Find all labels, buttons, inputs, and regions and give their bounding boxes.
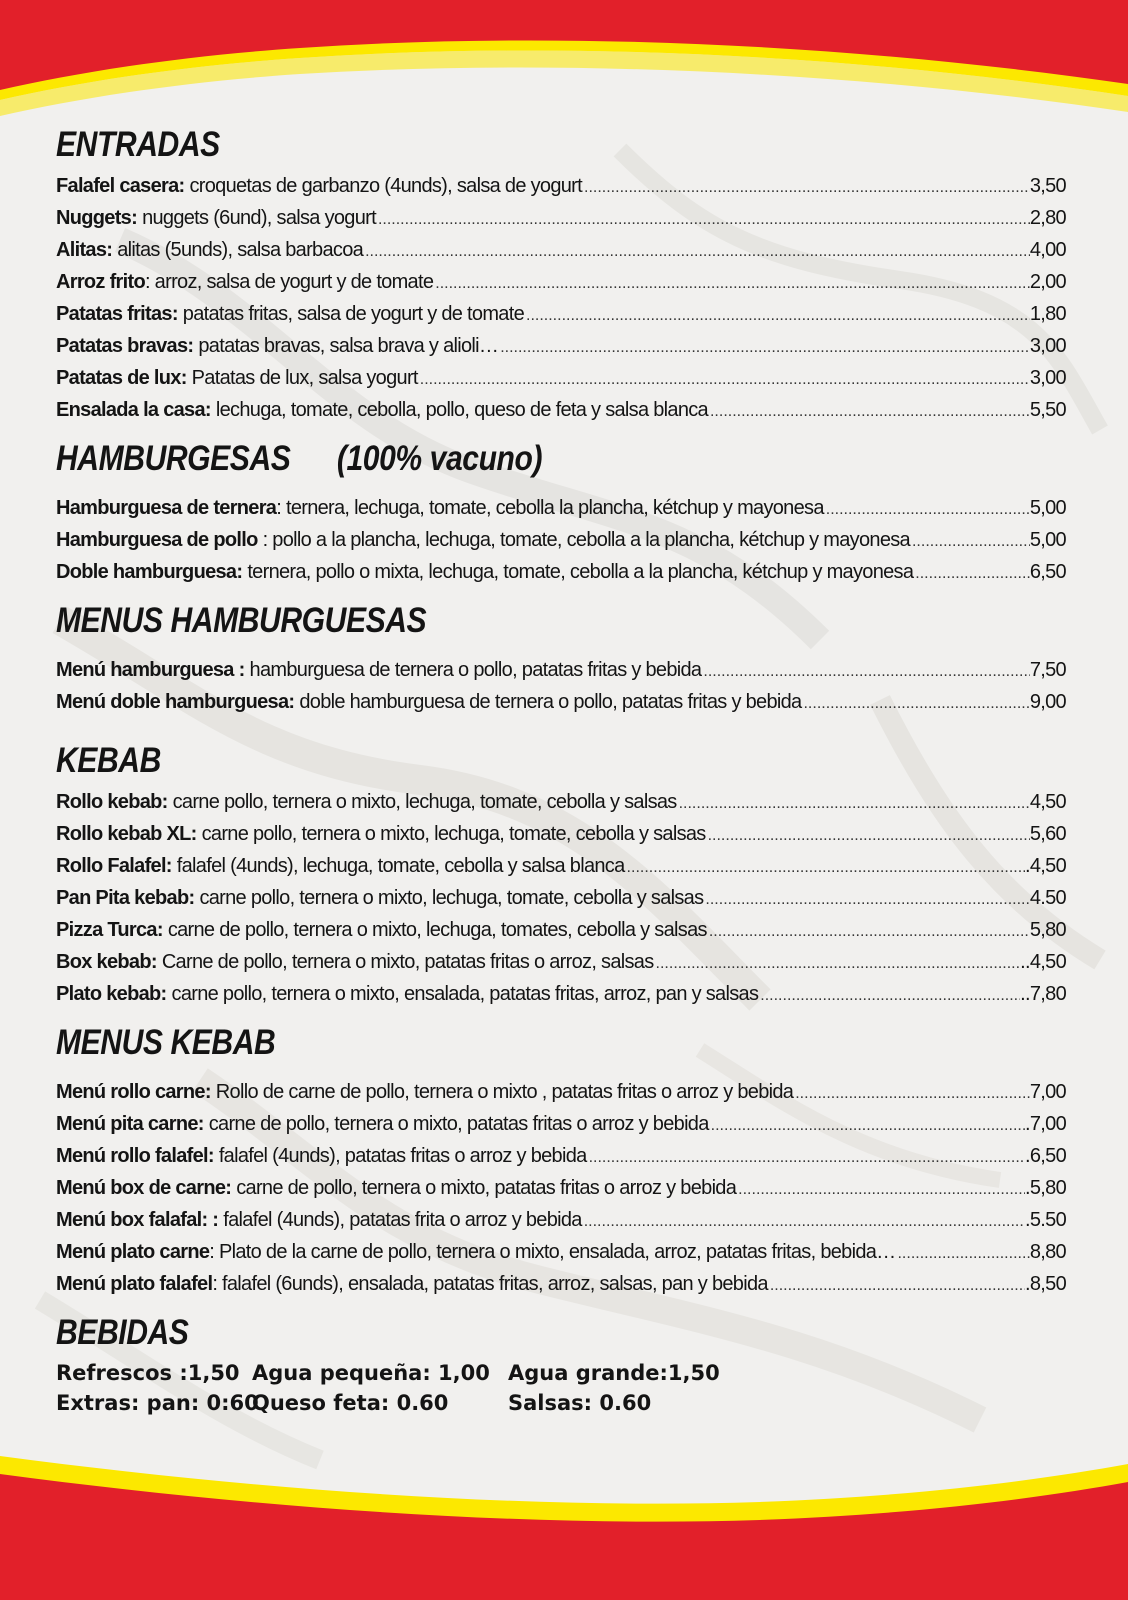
item-price: 3,00: [1029, 367, 1066, 389]
dot-leader: [895, 1238, 1029, 1268]
item-name: Falafel casera:: [56, 175, 185, 197]
item-description: Carne de pollo, ternera o mixto, patatas fritas o arroz, salsas: [161, 951, 654, 973]
item-name: Menú rollo carne:: [56, 1081, 211, 1103]
spacer: [56, 484, 1066, 492]
item-description: alitas (5unds), salsa barbacoa: [117, 239, 364, 261]
menu-item: [56, 978, 1066, 1010]
item-description: falafel (4unds), lechuga, tomate, cebolla y salsa blanca: [176, 855, 625, 877]
item-price: .8,50: [1025, 1273, 1066, 1295]
dot-leader: [707, 916, 1030, 946]
item-description: patatas bravas, salsa brava y alioli…: [198, 335, 499, 357]
menu-item: [56, 850, 1066, 882]
item-name: Box kebab:: [56, 951, 157, 973]
section-title: MENUS KEBAB: [56, 1023, 276, 1062]
item-description: falafel (4unds), patatas fritas o arroz y bebida: [218, 1145, 587, 1167]
menu-item: [56, 1172, 1066, 1204]
dot-leader: [910, 526, 1030, 556]
menu-item: [56, 234, 1066, 266]
bebidas-entry: Salsas: 0.60: [508, 1391, 652, 1415]
menu-item: [56, 1076, 1066, 1108]
item-name: Menú box de carne:: [56, 1177, 232, 1199]
section-menus-kebab: [56, 1018, 1066, 1300]
dot-leader: [701, 656, 1029, 686]
item-price: 8,80: [1029, 1241, 1066, 1263]
dot-leader: [582, 1206, 1025, 1236]
item-price: .5.50: [1025, 1209, 1066, 1231]
item-name: Ensalada la casa:: [56, 399, 211, 421]
dot-leader: [793, 1078, 1030, 1108]
spacer: [56, 426, 1066, 434]
section-title-note: (100% vacuno): [336, 439, 543, 478]
section-hamburguesas: [56, 434, 1066, 588]
item-name: Patatas bravas:: [56, 335, 194, 357]
item-description: : arroz, salsa de yogurt y de tomate: [144, 271, 434, 293]
dot-leader: [524, 300, 1030, 330]
item-description: falafel (4unds), patatas frita o arroz y bebida: [223, 1209, 582, 1231]
menu-item: [56, 914, 1066, 946]
dot-leader: [768, 1270, 1025, 1300]
dot-leader: [801, 688, 1029, 718]
menu-item: [56, 362, 1066, 394]
section-title: KEBAB: [56, 741, 161, 780]
bebidas-entry: Extras: pan: 0:60: [56, 1391, 259, 1415]
item-name: Rollo kebab XL:: [56, 823, 197, 845]
menu-item: [56, 556, 1066, 588]
spacer: [56, 1300, 1066, 1308]
menu-item: [56, 818, 1066, 850]
item-name: Plato kebab:: [56, 983, 167, 1005]
menu-item: [56, 654, 1066, 686]
dot-leader: [708, 396, 1030, 426]
item-name: Menú plato falafel: [56, 1273, 213, 1295]
menu-item: [56, 882, 1066, 914]
dot-leader: [625, 852, 1025, 882]
item-name: Doble hamburguesa:: [56, 561, 243, 583]
menu-item: [56, 298, 1066, 330]
item-description: lechuga, tomate, cebolla, pollo, queso de feta y salsa blanca: [215, 399, 708, 421]
dot-leader: [587, 1142, 1025, 1172]
item-price: 5,50: [1029, 399, 1066, 421]
spacer: [56, 1068, 1066, 1076]
item-price: 3,00: [1029, 335, 1066, 357]
menu-item: [56, 394, 1066, 426]
bebidas-entry: Agua grande:1,50: [508, 1361, 720, 1385]
section-title: BEBIDAS: [56, 1313, 189, 1352]
item-price: 5,00: [1029, 529, 1066, 551]
dot-leader: [758, 980, 1020, 1010]
item-name: Menú box falafal: :: [56, 1209, 219, 1231]
dot-leader: [582, 172, 1030, 202]
item-description: : falafel (6unds), ensalada, patatas fritas, arroz, salsas, pan y bebida: [212, 1273, 768, 1295]
dot-leader: [709, 1110, 1025, 1140]
item-price: .7,00: [1025, 1113, 1066, 1135]
bebidas-line-1: [56, 1358, 1066, 1388]
dot-leader: [706, 820, 1030, 850]
item-price: ..4,50: [1020, 951, 1066, 973]
item-price: 5,80: [1029, 919, 1066, 941]
item-description: hamburguesa de ternera o pollo, patatas fritas y bebida: [249, 659, 702, 681]
menu-item: [56, 524, 1066, 556]
item-price: 6,50: [1029, 561, 1066, 583]
dot-leader: [736, 1174, 1025, 1204]
item-description: : Plato de la carne de pollo, ternera o mixto, ensalada, arroz, patatas fritas, bebida…: [209, 1241, 896, 1263]
item-price: 4,00: [1029, 239, 1066, 261]
item-description: carne de pollo, ternera o mixto, lechuga, tomates, cebolla y salsas: [167, 919, 707, 941]
item-price: 5,60: [1029, 823, 1066, 845]
item-price: 4.50: [1029, 887, 1066, 909]
item-name: Pan Pita kebab:: [56, 887, 195, 909]
item-name: Rollo kebab:: [56, 791, 168, 813]
item-description: : pollo a la plancha, lechuga, tomate, cebolla a la plancha, kétchup y mayonesa: [262, 529, 910, 551]
section-title: [56, 434, 925, 484]
dot-leader: [677, 788, 1030, 818]
item-description: croquetas de garbanzo (4unds), salsa de yogurt: [189, 175, 582, 197]
item-price: 1,80: [1029, 303, 1066, 325]
bebidas-entry: Agua pequeña: 1,00: [252, 1361, 490, 1385]
menu-item: [56, 1204, 1066, 1236]
dot-leader: [433, 268, 1030, 298]
item-price: .5,80: [1025, 1177, 1066, 1199]
dot-leader: [654, 948, 1021, 978]
menu-item: [56, 946, 1066, 978]
dot-leader: [824, 494, 1030, 524]
item-price: 5,00: [1029, 497, 1066, 519]
item-description: carne pollo, ternera o mixto, lechuga, tomate, cebolla y salsas: [172, 791, 677, 813]
item-name: Arroz frito: [56, 271, 145, 293]
item-name: Hamburguesa de ternera: [56, 497, 277, 519]
menu-item: [56, 686, 1066, 718]
top-banner: [0, 0, 1128, 140]
item-price: 4,50: [1029, 791, 1066, 813]
spacer: [56, 718, 1066, 736]
menu-item: [56, 492, 1066, 524]
item-name: Menú pita carne:: [56, 1113, 204, 1135]
bebidas-entry: Refrescos :1,50: [56, 1361, 240, 1385]
menu-item: [56, 1268, 1066, 1300]
item-price: 2,00: [1029, 271, 1066, 293]
item-description: : ternera, lechuga, tomate, cebolla la plancha, kétchup y mayonesa: [276, 497, 824, 519]
bebidas-entry: Queso feta: 0.60: [252, 1391, 449, 1415]
section-title: ENTRADAS: [56, 125, 220, 164]
item-name: Nuggets:: [56, 207, 138, 229]
item-name: Pizza Turca:: [56, 919, 163, 941]
item-price: 9,00: [1029, 691, 1066, 713]
item-price: ..7,80: [1020, 983, 1066, 1005]
menu-item: [56, 330, 1066, 362]
menu-item: [56, 266, 1066, 298]
item-name: Hamburguesa de pollo: [56, 529, 258, 551]
dot-leader: [418, 364, 1030, 394]
menu-content: [56, 120, 1066, 1418]
item-description: carne de pollo, ternera o mixto, patatas fritas o arroz y bebida: [236, 1177, 737, 1199]
item-price: .6,50: [1025, 1145, 1066, 1167]
item-price: 3,50: [1029, 175, 1066, 197]
item-description: carne pollo, ternera o mixto, lechuga, tomate, cebolla y salsas: [201, 823, 706, 845]
item-name: Patatas de lux:: [56, 367, 187, 389]
item-description: Patatas de lux, salsa yogurt: [191, 367, 418, 389]
item-description: patatas fritas, salsa de yogurt y de tomate: [182, 303, 524, 325]
item-name: Patatas fritas:: [56, 303, 178, 325]
item-description: doble hamburguesa de ternera o pollo, patatas fritas y bebida: [299, 691, 802, 713]
spacer: [56, 588, 1066, 596]
item-description: carne pollo, ternera o mixto, ensalada, patatas fritas, arroz, pan y salsas: [171, 983, 759, 1005]
spacer: [56, 646, 1066, 654]
menu-item: [56, 170, 1066, 202]
item-name: Menú doble hamburguesa:: [56, 691, 295, 713]
item-price: .4,50: [1025, 855, 1066, 877]
item-description: nuggets (6und), salsa yogurt: [142, 207, 376, 229]
item-description: Rollo de carne de pollo, ternera o mixto , patatas fritas o arroz y bebida: [215, 1081, 794, 1103]
section-bebidas: [56, 1308, 1066, 1418]
bottom-banner: [0, 1440, 1128, 1600]
item-name: Rollo Falafel:: [56, 855, 172, 877]
item-price: 7,50: [1029, 659, 1066, 681]
dot-leader: [363, 236, 1030, 266]
menu-item: [56, 1140, 1066, 1172]
menu-item: [56, 1108, 1066, 1140]
dot-leader: [703, 884, 1029, 914]
section-title: MENUS HAMBURGUESAS: [56, 601, 427, 640]
item-description: carne pollo, ternera o mixto, lechuga, tomate, cebolla y salsas: [199, 887, 704, 909]
menu-item: [56, 786, 1066, 818]
spacer: [56, 1010, 1066, 1018]
dot-leader: [913, 558, 1030, 588]
menu-item: [56, 202, 1066, 234]
menu-item: [56, 1236, 1066, 1268]
dot-leader: [498, 332, 1030, 362]
section-kebab: [56, 736, 1066, 1010]
item-price: 7,00: [1029, 1081, 1066, 1103]
item-name: Alitas:: [56, 239, 113, 261]
item-name: Menú plato carne: [56, 1241, 210, 1263]
item-description: carne de pollo, ternera o mixto, patatas fritas o arroz y bebida: [208, 1113, 709, 1135]
section-entradas: [56, 120, 1066, 426]
section-menus-hamburguesas: [56, 596, 1066, 718]
item-price: 2,80: [1029, 207, 1066, 229]
dot-leader: [376, 204, 1030, 234]
item-name: Menú hamburguesa :: [56, 659, 245, 681]
item-name: Menú rollo falafel:: [56, 1145, 214, 1167]
bebidas-line-2: [56, 1388, 1066, 1418]
section-title-text: HAMBURGESAS: [56, 439, 291, 478]
item-description: ternera, pollo o mixta, lechuga, tomate, cebolla a la plancha, kétchup y mayonesa: [247, 561, 914, 583]
